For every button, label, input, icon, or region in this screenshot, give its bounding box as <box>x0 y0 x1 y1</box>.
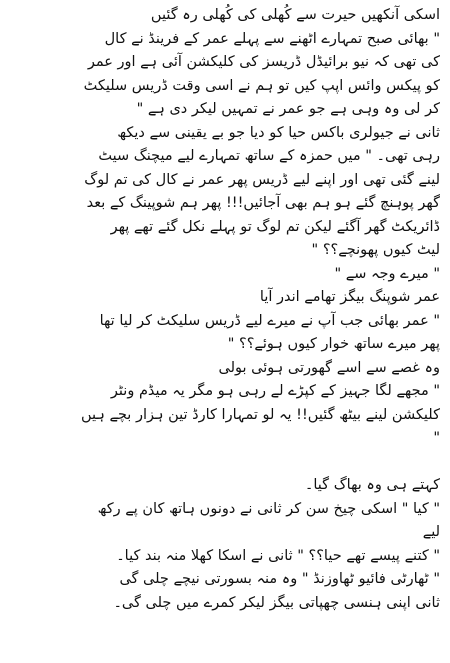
text-line-6: ثانی نے جیولری باکس حیا کو دیا جو بے یقینی سے دیکھ <box>117 124 440 141</box>
text-line-18: کلیکشن لینے بیٹھ گئیں!! یہ لو تمہارا کارڈ تین ہزار بچے ہیں <box>80 406 440 423</box>
text-line-12: " میرے وجہ سے " <box>334 265 440 282</box>
text-line-9: گھر پوہنچ گئے ہو ہم بھی آجائیں!!! پھر ہم شوپینگ کے بعد <box>86 195 440 211</box>
text-line-11: لیٹ کیوں پھونچے؟؟ " <box>311 242 440 258</box>
text-line-7: رہی تھی۔ " میں حمزہ کے ساتھ تمہارے لیے میچنگ سیٹ <box>98 148 440 164</box>
text-line-10: ڈائریکٹ گھر آگئے لیکن تم لوگ تو پہلے نکل گئے تھے پھر <box>110 218 440 235</box>
text-line-4: کو پیکس وائس اپپ کیں تو ہم نے اسی وقت ڈریس سلیکٹ <box>83 77 440 94</box>
text-line-15: پھر میرے ساتھ خوار کیوں ہوئے؟؟ " <box>227 336 440 352</box>
text-line-14: " عمر بھائی جب آپ نے میرے لیے ڈریس سلیکٹ کر لیا تھا <box>99 312 440 329</box>
text-line-26: ثانی اپنی ہنسی چھپاتی بیگز لیکر کمرے میں چلی گی۔ <box>113 594 440 611</box>
text-line-19: " <box>433 430 440 446</box>
text-line-3: کی تھی کہ نیو برائیڈل ڈریسز کی کلیکشن آئی ہے اور عمر <box>87 54 440 70</box>
text-line-21: کہتے ہی وہ بھاگ گیا۔ <box>304 477 440 493</box>
text-line-5: کر لی وہ وہی ہے جو عمر نے تمہیں لیکر دی ہے " <box>136 101 440 117</box>
text-line-17: " مجھے لگا جہیز کے کپڑے لے رہی ہو مگر یہ میڈم ونٹر <box>110 383 440 399</box>
blank-line <box>10 451 440 475</box>
text-line-25: " ٹھارٹی فائیو ٹھاوزنڈ " وہ منہ بسورتی نیچے چلی گی <box>119 571 440 587</box>
text-line-13: عمر شوپنگ بیگز تھامے اندر آیا <box>259 289 440 305</box>
text-line-8: لینے گئی تھی اور اپنے لیے ڈریس پھر عمر نے کال کی تم لوگ <box>84 171 440 188</box>
text-line-24: " کتنے پیسے تھے حیا؟؟ " ثانی نے اسکا کھلا منہ بند کیا۔ <box>116 547 440 564</box>
text-line-1: اسکی آنکھیں حیرت سے کُھلی کی کُھلی رہ گئیں <box>150 7 440 23</box>
text-line-23: لیے <box>422 524 440 540</box>
text-line-2: " بھائی صبح تمہارے اٹھنے سے پہلے عمر کے فرینڈ نے کال <box>104 30 440 47</box>
text-line-16: وہ غصے سے اسے گھورتی ہوئی بولی <box>218 359 440 376</box>
text-line-22: " کیا " اسکی چیخ سن کر ثانی نے دونوں ہاتھ کان پے رکھ <box>97 500 440 517</box>
